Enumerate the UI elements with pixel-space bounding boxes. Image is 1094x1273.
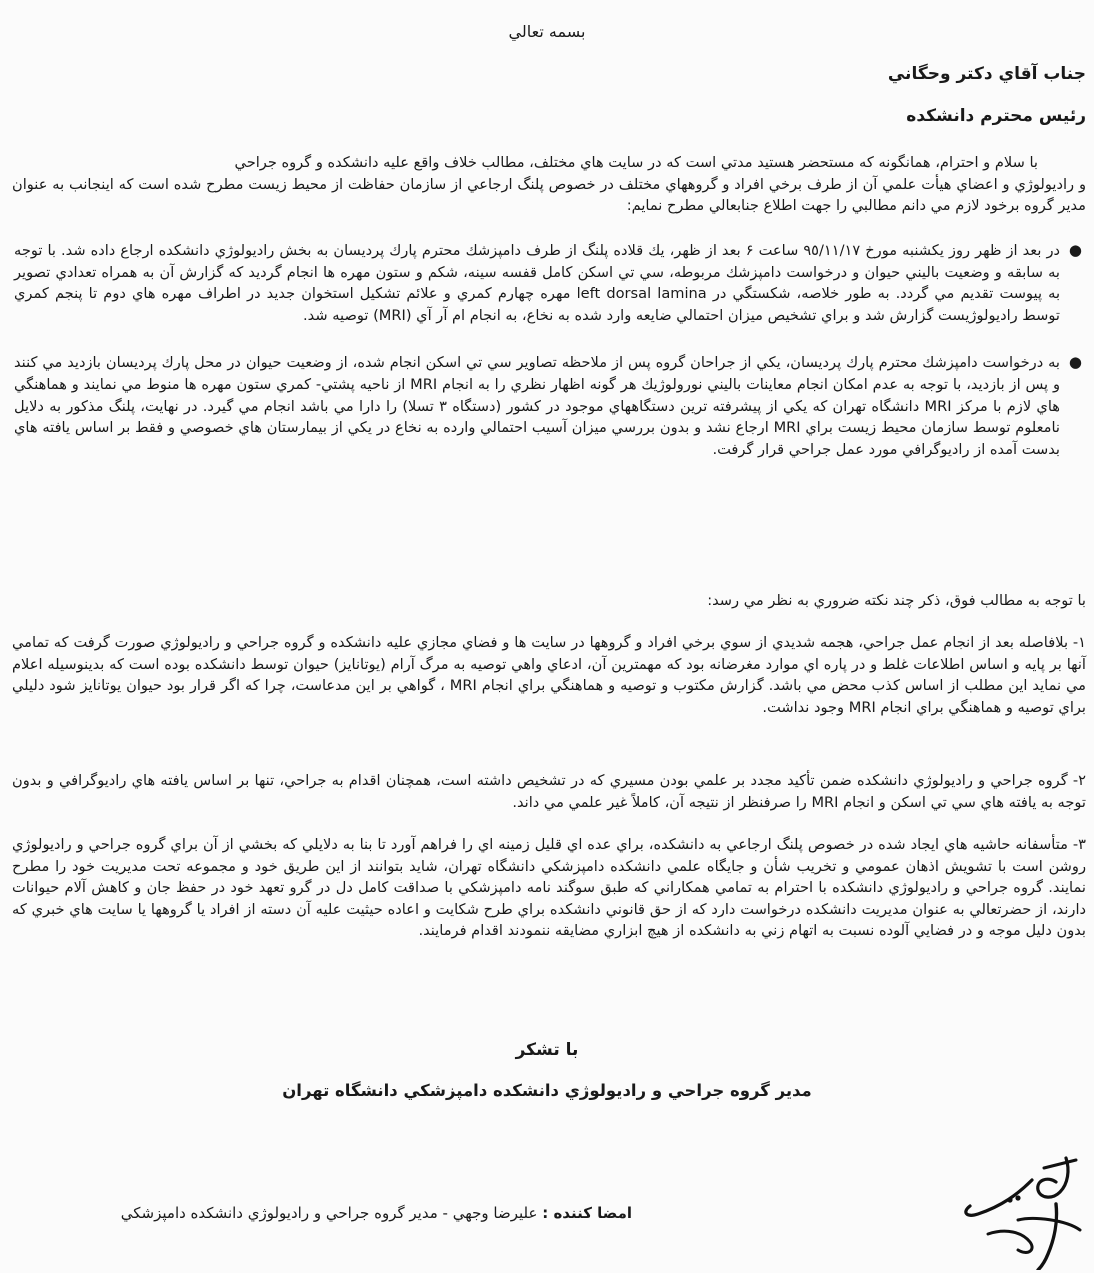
bullet-icon: ● bbox=[1068, 353, 1082, 372]
point-1: ١- بلافاصله بعد از انجام عمل جراحي، هجمه شديدي از سوي برخي افراد و گروهها در سايت ها و فضاي مجازي عليه دانشكده و گروه جراحي و راديولوژي صورت گرفت كه تمامي آنها بر پايه و اساس اطلاعات غلط و در پاره اي موارد مغرضانه بود كه مهمترين آن، ادعاي واهي توصيه به مرگ آرام (يوتانايز) حيوان توسط دانشكده بوده است كه بدينوسيله اعلام مي نمايد اين مطلب از اساس كذب محض مي باشد. گزارش مكتوب و توصيه و هماهنگي براي انجام MRI ، گواهي بر اين مدعاست، چرا كه اگر قرار بود حيوان يوتانايز شود دليلي براي توصيه و هماهنگي براي انجام MRI وجود نداشت. bbox=[12, 634, 1086, 716]
signer-line bbox=[12, 1204, 632, 1222]
bullet-icon: ● bbox=[1068, 241, 1082, 259]
point-2: ٢- گروه جراحي و راديولوژي دانشكده ضمن تأكيد مجدد بر علمي بودن مسيري كه در تشخيص داشته است، همچنان اقدام به جراحي، تنها بر اساس يافته هاي راديوگرافي و بدون توجه به يافته هاي سي تي اسكن و انجام MRI را صرفنظر از نتيجه آن، كاملاً غير علمي مي داند. bbox=[12, 772, 1086, 811]
intro-first-line: با سلام و احترام، همانگونه كه مستحضر هستيد مدتي است كه در سايت هاي مختلف، مطالب خلاف واقع عليه دانشكده و گروه جراحي bbox=[234, 154, 1038, 171]
bullet-text: در بعد از ظهر روز يكشنبه مورخ ٩٥/١١/١٧ ساعت ۶ بعد از ظهر، يك قلاده پلنگ از طرف دامپزشك محترم پارك پرديسان به بخش راديولوژي دانشكده ارجاع داده شد. با توجه به سابقه و وضعيت باليني حيوان و درخواست دامپزشك مربوطه، سي تي اسكن كامل قفسه سينه، شكم و ستون مهره ها انجام گرديد كه گزارش آن به همراه تعدادي تصوير به پيوست تقديم مي گردد. به طور خلاصه، شكستگي در left dorsal lamina مهره چهارم كمري و علائم تشكيل استخوان جديد در اطراف مهره هاي دوم تا پنجم كمري توسط راديولوژيست گزارش شد و براي تشخيص ميزان احتمالي ضايعه وارد شده به نخاع، به انجام ام آر آي (MRI) توصيه شد. bbox=[14, 242, 1061, 324]
intro-rest: و راديولوژي و اعضاي هيأت علمي آن از طرف برخي افراد و گروههاي مختلف در خصوص پلنگ ارجاعي از سازمان حفاظت از محيط زيست مطرح شده است كه اينجانب به عنوان مدير گروه برخود لازم مي دانم مطالبي را جهت اطلاع جنابعالي مطرح نمايم: bbox=[12, 175, 1086, 215]
handwritten-signature bbox=[948, 1150, 1088, 1270]
signer-label: امضا كننده : bbox=[542, 1204, 632, 1222]
bismillah-header: بسمه تعالي bbox=[508, 22, 586, 41]
bullet-list bbox=[14, 240, 1086, 460]
recipient-title: رئيس محترم دانشكده bbox=[906, 106, 1086, 126]
list-item bbox=[14, 240, 1086, 326]
point-3: ٣- متأسفانه حاشيه هاي ايجاد شده در خصوص پلنگ ارجاعي به دانشكده، براي عده اي قليل زمينه اي را فراهم آورد تا بنا به دلايلي كه بخشي از آن براي گروه جراحي و راديولوژي روشن است با تشويش اذهان عمومي و تخريب شأن و جايگاه علمي دانشكده دامپزشكي دانشگاه تهران، شايد بتوانند از اين طريق خود و مجموعه تحت مديريت خود را مطرح نمايند. گروه جراحي و راديولوژي دانشكده با احترام به تمامي همكاراني كه طبق سوگند نامه دامپزشكي با صداقت كامل دل در گرو تعهد خود در حفظ جان و كاهش آلام حيوانات دارند، از حضرتعالي به عنوان مديريت دانشكده درخواست دارد كه از حق قانوني دانشكده براي طرح شكايت و اعاده حيثيت عليه آن دسته از افراد يا گروهها يا سايت هاي خبري كه بدون دليل موجه و در فضايي آلوده نسبت به اتهام زني به دانشكده از هيچ ابزاري مضايقه ننمودند اقدام فرمايند. bbox=[12, 836, 1086, 940]
intro-paragraph bbox=[12, 152, 1086, 217]
recipient-name: جناب آقاي دكتر وحگاني bbox=[887, 64, 1086, 84]
closing-thanks: با تشكر bbox=[515, 1040, 579, 1060]
signer-name: عليرضا وجهي - مدير گروه جراحي و راديولوژي دانشكده دامپزشكي bbox=[120, 1204, 538, 1222]
note-line: با توجه به مطالب فوق، ذكر چند نكته ضروري به نظر مي رسد: bbox=[707, 592, 1086, 609]
department-signature: مدير گروه جراحي و راديولوژي دانشكده دامپزشكي دانشگاه تهران bbox=[282, 1081, 812, 1100]
bullet-text: به درخواست دامپزشك محترم پارك پرديسان، يكي از جراحان گروه پس از ملاحظه تصاوير سي تي اسكن انجام شده، از وضعيت حيوان در محل پارك پرديسان بازديد مي كنند و پس از بازديد، با توجه به عدم امكان انجام معاينات باليني نورولوژيك هر گونه اظهار نظري را به انجام MRI از ناحيه پشتي- كمري ستون مهره ها منوط مي نمايند و هماهنگي هاي لازم با مركز MRI دانشگاه تهران كه يكي از پيشرفته ترين دستگاههاي موجود در كشور (دستگاه ٣ تسلا) را دارا مي باشد انجام مي گيرد. در نهايت، پلنگ مذكور به دلايل نامعلوم توسط سازمان محيط زيست براي MRI ارجاع نشد و بدون بررسي ميزان آسيب احتمالي وارده به نخاع در يكي از بيمارستان هاي خصوصي و فقط بر اساس يافته هاي بدست آمده از راديوگرافي مورد عمل جراحي قرار گرفت. bbox=[14, 354, 1060, 458]
list-item bbox=[14, 352, 1086, 460]
